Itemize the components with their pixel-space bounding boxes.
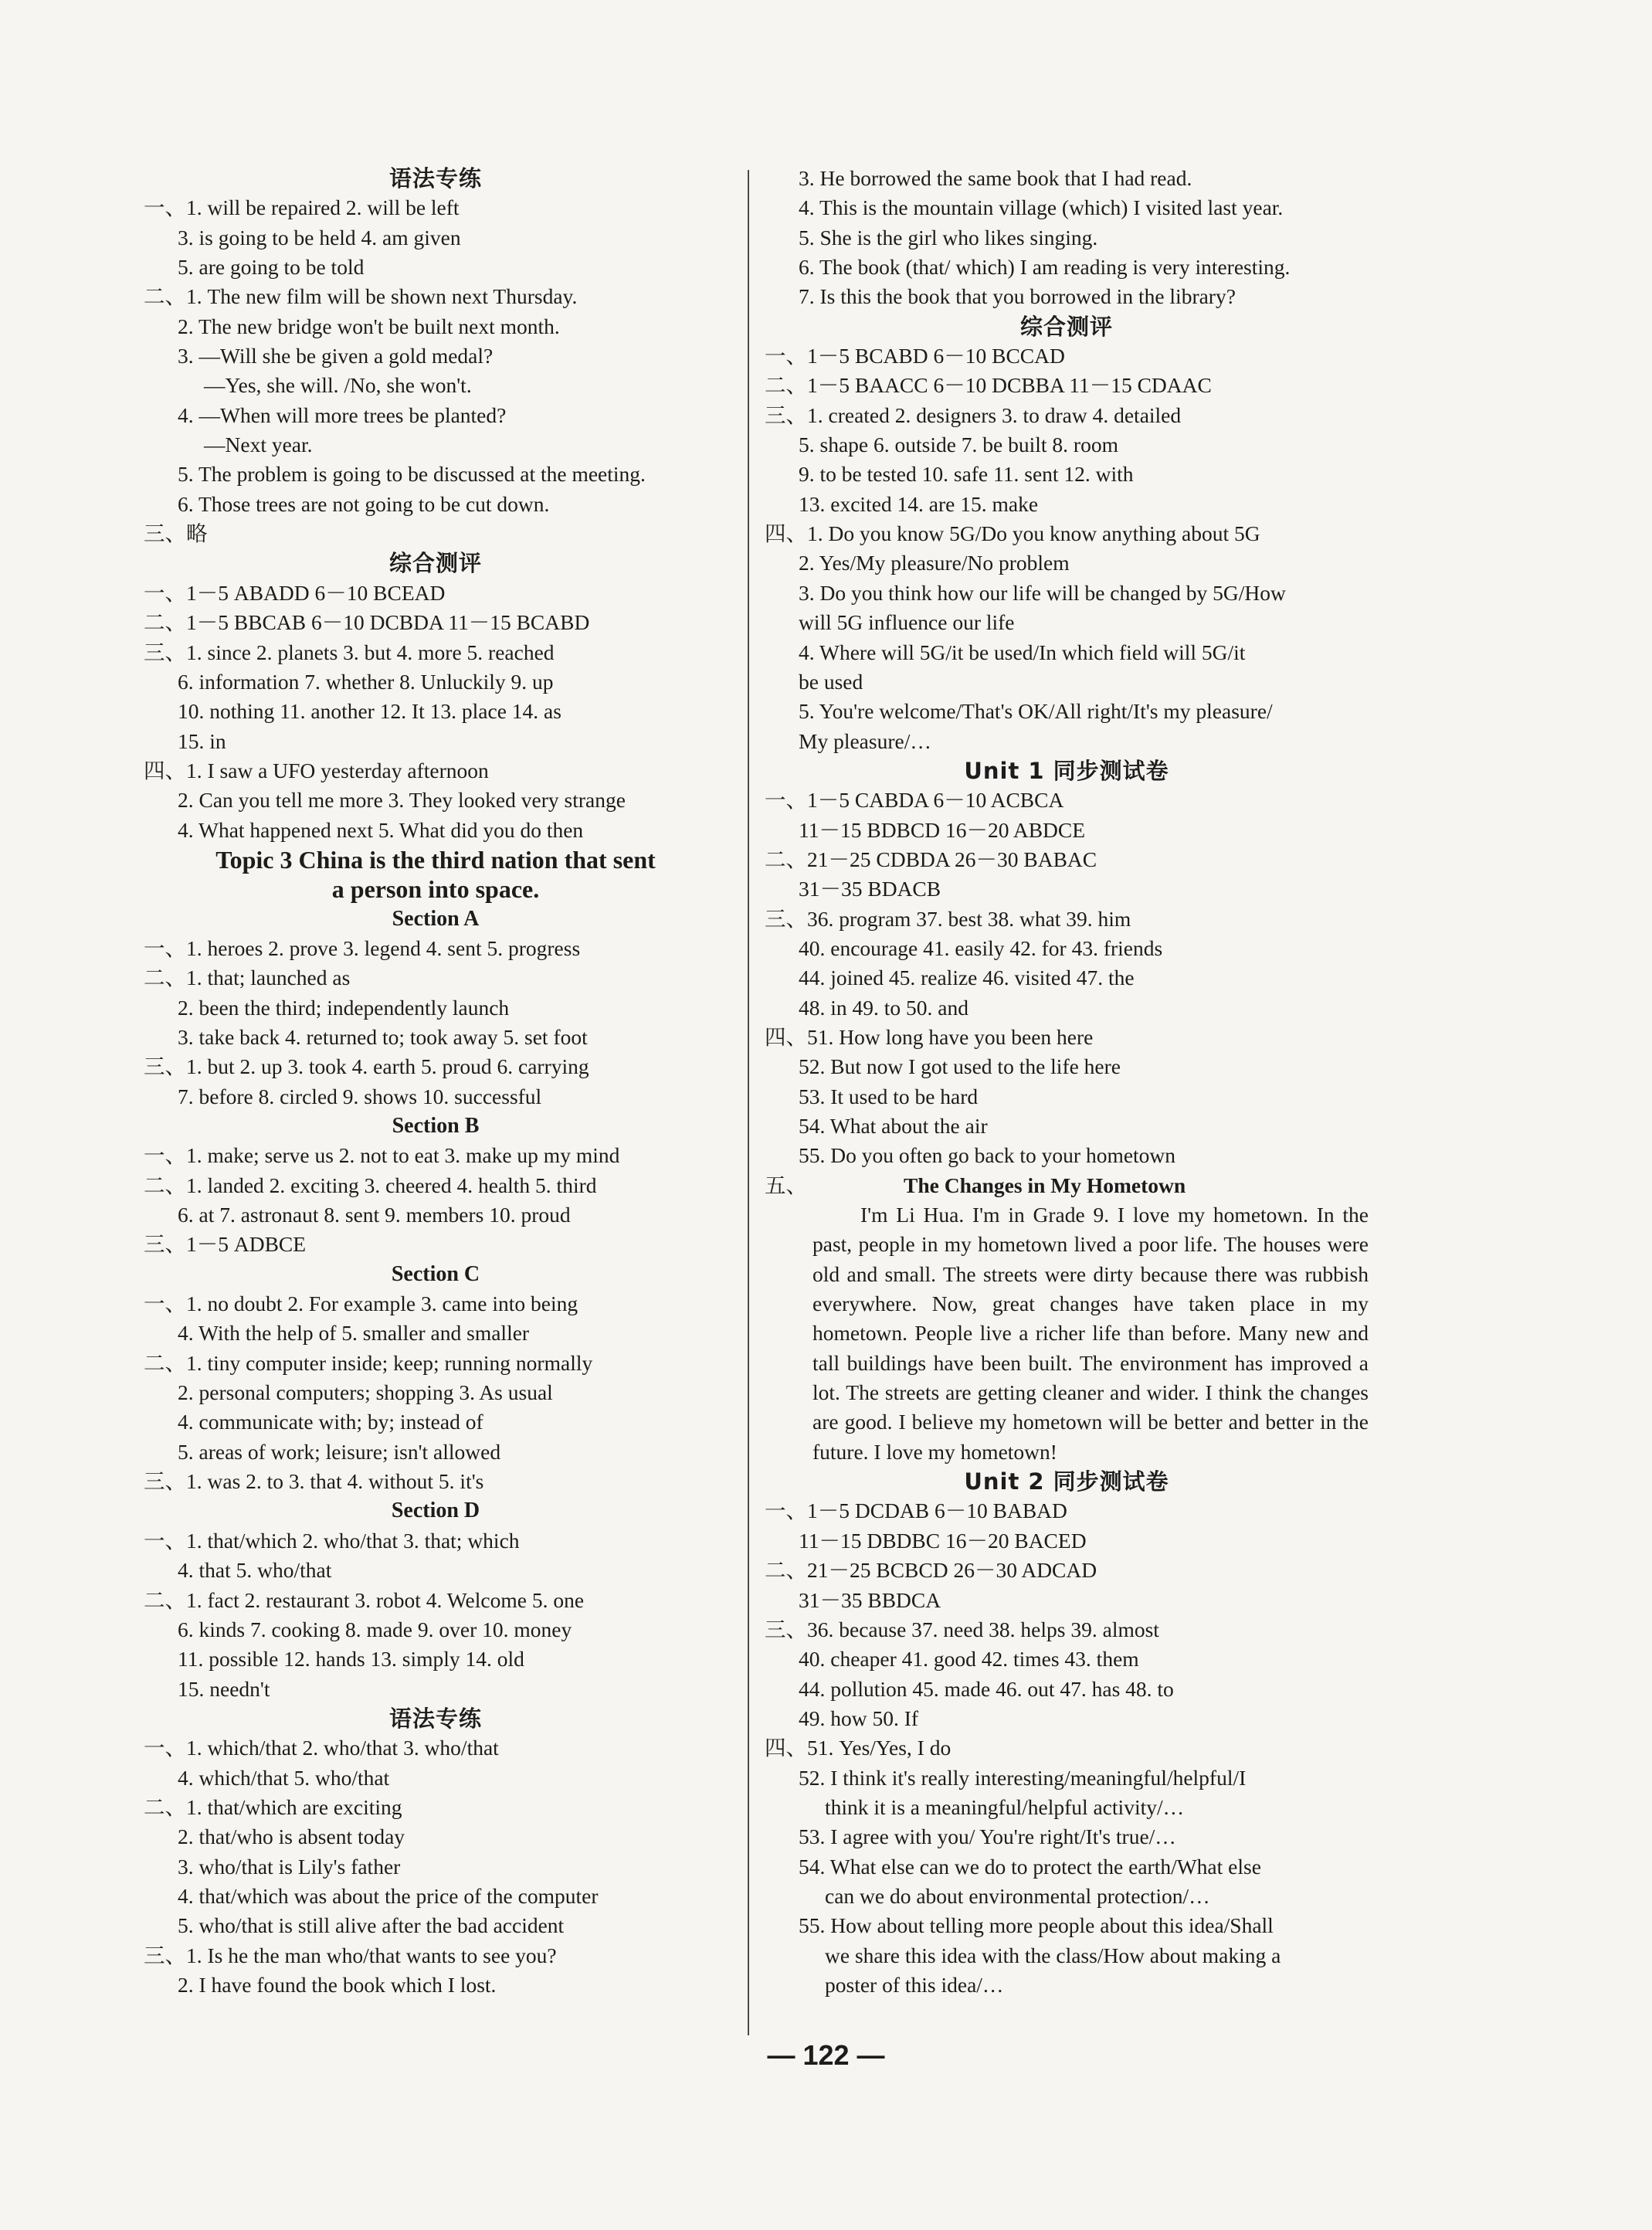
answer-line: 52. But now I got used to the life here [799,1054,1121,1079]
answer-line: 三、1. Is he the man who/that wants to see you? [144,1943,557,1967]
answer-line: 6. at 7. astronaut 8. sent 9. members 10. proud [178,1203,571,1227]
answer-line: 一、1. that/which 2. who/that 3. that; which [144,1528,520,1553]
answer-line: 7. Is this the book that you borrowed in the library? [799,284,1236,309]
answer-line: 三、1－5 ADBCE [144,1232,307,1257]
answer-line: 13. excited 14. are 15. make [799,491,1039,516]
answer-line: 二、1. fact 2. restaurant 3. robot 4. Welcome 5. one [144,1587,585,1612]
answer-line: 4. —When will more trees be planted? [178,402,507,427]
answer-line: 3. take back 4. returned to; took away 5. set foot [178,1024,588,1049]
answer-line: 54. What else can we do to protect the earth/What else [799,1854,1261,1879]
essay-body: I'm Li Hua. I'm in Grade 9. I love my hometown. In the past, people in my hometown lived a poor life. The houses were old and small. The streets were dirty because there was rubbish everywhere. Now, great changes have taken place in my hometown. People live a richer life than before. Many new and tall buildings have been built. The environment has improved a lot. The streets are getting cleaner and wider. I think the changes are good. I believe my hometown will be better and better in the future. I love my hometown! [812,1203,1369,1464]
answer-line: 4. communicate with; by; instead of [178,1410,483,1434]
answer-line: 四、1. I saw a UFO yesterday afternoon [144,758,489,782]
section-heading: Unit 2 同步测试卷 [964,1468,1169,1495]
section-heading: 综合测评 [1019,313,1113,340]
answer-line: 三、略 [144,521,208,546]
answer-line: 6. The book (that/ which) I am reading is very interesting. [799,255,1291,280]
answer-line: 2. personal computers; shopping 3. As usual [178,1380,553,1405]
answer-line: think it is a meaningful/helpful activity/… [825,1794,1185,1819]
answer-line: 4. With the help of 5. smaller and smaller [178,1321,530,1346]
answer-line: 2. that/who is absent today [178,1824,405,1849]
answer-line: 三、1. created 2. designers 3. to draw 4. detailed [765,402,1182,427]
answer-line: 5. who/that is still alive after the bad accident [178,1913,565,1938]
answer-line: 三、1. since 2. planets 3. but 4. more 5. reached [144,640,555,664]
answer-line: 5. are going to be told [178,255,365,280]
answer-line: 3. who/that is Lily's father [178,1854,401,1879]
answer-line: 6. information 7. whether 8. Unluckily 9. up [178,669,554,694]
answer-line: 10. nothing 11. another 12. It 13. place 14. as [178,699,561,724]
answer-line: 44. joined 45. realize 46. visited 47. the [799,966,1135,990]
answer-line: 15. needn't [178,1676,270,1701]
answer-line: 二、21－25 CDBDA 26－30 BABAC [765,847,1097,871]
answer-line: 2. The new bridge won't be built next month. [178,314,560,338]
answer-line: 44. pollution 45. made 46. out 47. has 48. to [799,1676,1174,1701]
column-divider [748,170,749,2035]
answer-line: 4. that 5. who/that [178,1558,332,1583]
answer-line: 二、1. landed 2. exciting 3. cheered 4. health 5. third [144,1173,597,1197]
answer-line: 54. What about the air [799,1114,988,1138]
answer-line: 三、1. was 2. to 3. that 4. without 5. it's [144,1469,484,1494]
answer-line: 三、1. but 2. up 3. took 4. earth 5. proud 6. carrying [144,1054,589,1079]
section-heading: Unit 1 同步测试卷 [964,757,1169,784]
answer-line: 2. I have found the book which I lost. [178,1972,497,1997]
answer-line: 一、1－5 DCDAB 6－10 BABAD [765,1499,1067,1523]
answer-line: 31－35 BDACB [799,877,941,901]
answer-line: 5. She is the girl who likes singing. [799,225,1098,249]
answer-line: 一、1－5 ABADD 6－10 BCEAD [144,580,446,605]
answer-line: 52. I think it's really interesting/meaningful/helpful/I [799,1765,1247,1790]
answer-line: 48. in 49. to 50. and [799,995,968,1020]
answer-line: 一、1. heroes 2. prove 3. legend 4. sent 5. progress [144,935,581,960]
answer-line: 31－35 BBDCA [799,1587,941,1612]
answer-line: 一、1－5 CABDA 6－10 ACBCA [765,788,1064,813]
page-number: — 122 — [767,2039,885,2071]
answer-line: My pleasure/… [799,728,931,753]
right-column-answers-a [765,164,1369,1171]
right-column-answers-b [765,1467,1369,2000]
right-column [765,164,1369,2000]
answer-line: 3. —Will she be given a gold medal? [178,344,494,368]
answer-line: 二、1－5 BBCAB 6－10 DCBDA 11－15 BCABD [144,610,590,635]
answer-line: 3. He borrowed the same book that I had read. [799,166,1192,190]
answer-line: —Yes, she will. /No, she won't. [204,373,472,398]
answer-line: 二、1. that; launched as [144,966,351,990]
answer-line: 2. been the third; independently launch [178,995,510,1020]
answer-line: 一、1. no doubt 2. For example 3. came into being [144,1291,578,1316]
answer-line: 11－15 BDBCD 16－20 ABDCE [799,817,1086,842]
answer-line: 5. You're welcome/That's OK/All right/It's my pleasure/ [799,699,1273,724]
answer-line: 四、51. How long have you been here [765,1024,1094,1049]
answer-line: 二、1－5 BAACC 6－10 DCBBA 11－15 CDAAC [765,373,1212,398]
answer-line: 4. which/that 5. who/that [178,1765,390,1790]
answer-line: be used [799,669,863,694]
answer-line: 三、36. program 37. best 38. what 39. him [765,906,1131,931]
answer-line: 40. encourage 41. easily 42. for 43. friends [799,935,1163,960]
left-column [144,164,728,2000]
answer-line: 一、1. make; serve us 2. not to eat 3. make up my mind [144,1143,620,1168]
answer-line: 5. The problem is going to be discussed at the meeting. [178,462,646,487]
answer-line: will 5G influence our life [799,610,1015,635]
answer-line: 4. that/which was about the price of the computer [178,1883,599,1908]
section-heading: Section A [392,906,480,931]
section-heading: Section D [391,1499,480,1523]
answer-line: 53. I agree with you/ You're right/It's true/… [799,1824,1176,1849]
answer-line: 二、1. that/which are exciting [144,1794,402,1819]
essay-heading [765,1171,1369,1200]
essay-title: The Changes in My Hometown [904,1173,1186,1197]
answer-line: 4. What happened next 5. What did you do then [178,817,584,842]
answer-line: 5. shape 6. outside 7. be built 8. room [799,433,1118,457]
answer-line: 15. in [178,728,226,753]
answer-line: poster of this idea/… [825,1972,1004,1997]
section-heading: 语法专练 [388,165,482,192]
answer-line: 11－15 DBDBC 16－20 BACED [799,1528,1087,1553]
answer-line: 4. This is the mountain village (which) I visited last year. [799,195,1284,220]
answer-line: —Next year. [204,433,313,457]
answer-line: 55. How about telling more people about this idea/Shall [799,1913,1274,1938]
answer-line: 53. It used to be hard [799,1084,979,1108]
section-heading: Topic 3 China is the third nation that sent [215,845,656,874]
answer-line: 7. before 8. circled 9. shows 10. successful [178,1084,542,1108]
section-heading: a person into space. [331,875,540,904]
answer-line: 三、36. because 37. need 38. helps 39. almost [765,1617,1159,1641]
answer-line: 5. areas of work; leisure; isn't allowed [178,1439,501,1464]
answer-line: 2. Yes/My pleasure/No problem [799,551,1070,575]
answer-line: 二、21－25 BCBCD 26－30 ADCAD [765,1558,1097,1583]
answer-line: 2. Can you tell me more 3. They looked very strange [178,788,626,813]
section-heading: Section B [392,1114,480,1138]
answer-line: 二、1. tiny computer inside; keep; running normally [144,1350,593,1375]
answer-line: 55. Do you often go back to your hometown [799,1143,1176,1168]
answer-line: 二、1. The new film will be shown next Thursday. [144,284,578,309]
answer-line: 一、1－5 BCABD 6－10 BCCAD [765,344,1065,368]
section-heading: Section C [391,1261,480,1286]
section-heading: 语法专练 [388,1705,482,1732]
essay-marker: 五、 [765,1173,807,1197]
answer-line: 4. Where will 5G/it be used/In which field will 5G/it [799,640,1246,664]
answer-line: 40. cheaper 41. good 42. times 43. them [799,1647,1139,1672]
answer-line: can we do about environmental protection/… [825,1883,1210,1908]
answer-line: 四、1. Do you know 5G/Do you know anything about 5G [765,521,1260,546]
answer-line: 9. to be tested 10. safe 11. sent 12. with [799,462,1134,487]
answer-line: 3. Do you think how our life will be changed by 5G/How [799,580,1286,605]
section-heading: 综合测评 [388,550,482,577]
answer-line: 一、1. will be repaired 2. will be left [144,195,460,220]
answer-line: we share this idea with the class/How about making a [825,1943,1281,1967]
answer-line: 6. Those trees are not going to be cut down. [178,491,550,516]
answer-line: 四、51. Yes/Yes, I do [765,1736,952,1760]
answer-line: 49. how 50. If [799,1706,919,1730]
answer-line: 一、1. which/that 2. who/that 3. who/that [144,1736,499,1760]
answer-line: 11. possible 12. hands 13. simply 14. old [178,1647,524,1672]
answer-line: 6. kinds 7. cooking 8. made 9. over 10. money [178,1617,572,1641]
answer-line: 3. is going to be held 4. am given [178,225,461,249]
